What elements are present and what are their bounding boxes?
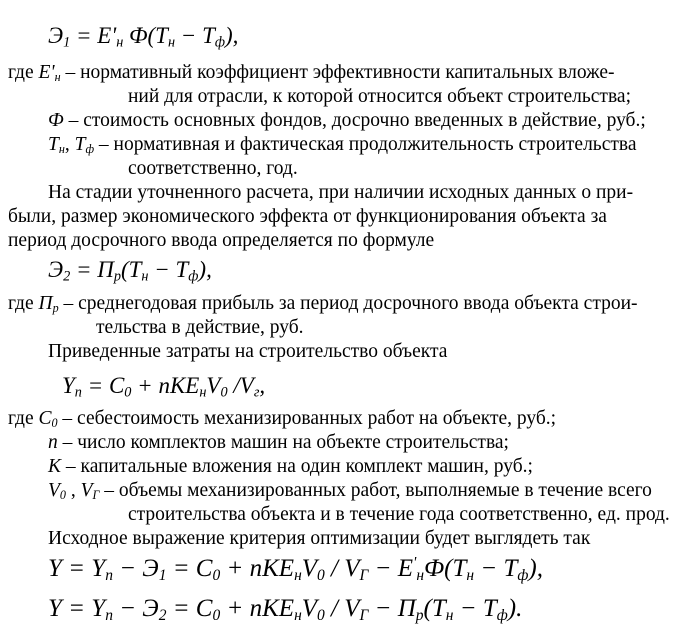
formula-text: + nKE xyxy=(220,595,295,622)
subscript: 0 xyxy=(59,488,66,503)
formula-5 xyxy=(48,595,522,623)
formula-text: = E xyxy=(70,23,112,48)
formula-subscript: п xyxy=(105,566,113,584)
definition-k xyxy=(48,455,533,479)
formula-subscript: н xyxy=(466,566,475,584)
formula-subscript: ф xyxy=(496,606,508,624)
formula-text: − E xyxy=(368,555,413,582)
formula-subscript: н xyxy=(167,34,176,51)
symbol: E' xyxy=(38,62,55,83)
formula-subscript: 2 xyxy=(158,606,167,624)
paragraph-line: Исходное выражение критерия оптимизации будет выглядеть так xyxy=(48,528,591,549)
formula-text: V xyxy=(206,373,221,398)
symbol: П xyxy=(38,293,53,314)
definition-text: – нормативная и фактическая продолжительность строительства xyxy=(94,134,637,155)
symbol: Ф xyxy=(48,110,64,131)
subscript: Г xyxy=(92,488,100,503)
definition-v xyxy=(48,479,652,503)
definition-c0 xyxy=(8,407,556,431)
formula-subscript: 2 xyxy=(63,268,71,285)
definition-phi xyxy=(48,109,646,133)
formula-subscript: 0 xyxy=(212,566,221,584)
formula-subscript: Г xyxy=(359,566,369,584)
definition-text: – нормативный коэффициент эффективности капитальных вложе- xyxy=(60,62,615,83)
where-word: где xyxy=(8,408,39,429)
formula-subscript: н xyxy=(141,268,149,285)
formula-text: − T xyxy=(474,555,518,582)
formula-text: − П xyxy=(368,595,416,622)
formula-subscript: н xyxy=(199,384,207,401)
definition-text: – капитальные вложения на один комплект машин, руб.; xyxy=(61,456,533,477)
formula-subscript: 1 xyxy=(63,34,71,51)
formula-3 xyxy=(62,372,265,400)
formula-text: = C xyxy=(81,373,125,398)
formula-text: = C xyxy=(166,555,213,582)
formula-subscript: 0 xyxy=(124,384,132,401)
separator: , xyxy=(64,134,75,155)
formula-subscript: р xyxy=(415,606,424,624)
where-word: где xyxy=(8,62,39,83)
subscript: ф xyxy=(85,142,95,157)
paragraph-line: На стадии уточненного расчета, при наличии исходных данных о при- xyxy=(48,182,634,203)
formula-text: − T xyxy=(148,257,189,282)
formula-subscript: ф xyxy=(517,566,529,584)
formula-text: − T xyxy=(175,23,215,48)
formula-subscript: н xyxy=(445,606,454,624)
formula-subscript: ф xyxy=(214,34,225,51)
definition-text: – среднегодовая прибыль за период досрочного ввода объекта строи- xyxy=(58,293,638,314)
formula-text: /V xyxy=(227,373,254,398)
formula-text: , xyxy=(259,373,266,398)
formula-subscript: н xyxy=(294,566,302,584)
definition-text: – число комплектов машин на объекте строительства; xyxy=(57,432,509,453)
definition-text: – себестоимость механизированных работ на объекте, руб.; xyxy=(57,408,557,429)
formula-text: ), xyxy=(198,257,212,282)
formula-subscript: 0 xyxy=(317,566,325,584)
formula-symbol: Y xyxy=(62,373,75,398)
formula-text: Y = Y xyxy=(48,595,106,622)
formula-symbol: Э xyxy=(48,257,64,282)
formula-text: Y = Y xyxy=(48,555,106,582)
definition-continuation: тельства в действие, руб. xyxy=(96,317,304,338)
formula-text: (T xyxy=(120,257,142,282)
definition-n xyxy=(48,431,509,455)
formula-4 xyxy=(48,555,543,583)
subscript: н xyxy=(54,70,61,85)
symbol: C xyxy=(38,408,52,429)
formula-superscript: ' xyxy=(413,554,417,572)
symbol: V xyxy=(48,480,60,501)
formula-subscript: п xyxy=(74,384,82,401)
subscript: р xyxy=(52,301,59,316)
formula-text: − Э xyxy=(112,595,159,622)
formula-text: Ф(T xyxy=(424,555,467,582)
symbol: V xyxy=(80,480,93,501)
formula-subscript: п xyxy=(105,606,113,624)
symbol: n xyxy=(48,432,58,453)
subscript: н xyxy=(58,142,65,157)
definition-t xyxy=(48,133,636,157)
formula-subscript: 0 xyxy=(317,606,325,624)
formula-text: ), xyxy=(224,23,239,48)
formula-subscript: н xyxy=(294,606,302,624)
formula-subscript: н xyxy=(416,566,425,584)
definition-continuation: соответственно, год. xyxy=(128,158,298,179)
formula-text: ). xyxy=(507,595,523,622)
formula-subscript: н xyxy=(116,34,124,51)
where-word: где xyxy=(8,293,39,314)
definition-continuation: ний для отрасли, к которой относится объект строительства; xyxy=(128,86,631,107)
formula-text: + nKE xyxy=(220,555,295,582)
definition-continuation: строительства объекта и в течение года соответственно, ед. прод. xyxy=(128,504,670,525)
formula-symbol: Э xyxy=(48,23,64,48)
formula-1 xyxy=(48,22,238,50)
paragraph-line: период досрочного ввода определяется по формуле xyxy=(8,230,435,251)
formula-text: − T xyxy=(453,595,497,622)
formula-subscript: 0 xyxy=(212,606,221,624)
formula-text: + nKE xyxy=(131,373,200,398)
formula-prime: ' xyxy=(111,23,117,48)
definition-text: – стоимость основных фондов, досрочно введенных в действие, руб.; xyxy=(63,110,646,131)
formula-text: ), xyxy=(528,555,543,582)
formula-subscript: 1 xyxy=(158,566,167,584)
formula-text: V xyxy=(301,555,318,582)
paragraph-line: Приведенные затраты на строительство объекта xyxy=(48,341,448,362)
formula-2 xyxy=(48,256,212,284)
separator: , xyxy=(65,480,81,501)
formula-text: V xyxy=(301,595,318,622)
formula-text: / V xyxy=(324,595,360,622)
symbol: T xyxy=(48,134,59,155)
formula-text: Ф(T xyxy=(123,23,168,48)
subscript: 0 xyxy=(51,416,58,431)
formula-text: = П xyxy=(70,257,114,282)
formula-text: (T xyxy=(423,595,446,622)
symbol: K xyxy=(48,456,62,477)
formula-subscript: 0 xyxy=(220,384,228,401)
formula-subscript: г xyxy=(253,384,260,401)
formula-subscript: Г xyxy=(359,606,369,624)
paragraph-line: были, размер экономического эффекта от функционирования объекта за xyxy=(8,206,607,227)
definition-text: – объемы механизированных работ, выполняемые в течение всего xyxy=(99,480,652,501)
formula-text: = C xyxy=(166,595,213,622)
symbol: T xyxy=(74,134,86,155)
definition-p xyxy=(8,292,638,316)
formula-text: / V xyxy=(324,555,360,582)
definition-e-n xyxy=(8,61,688,85)
formula-subscript: р xyxy=(113,268,121,285)
formula-text: − Э xyxy=(112,555,159,582)
formula-subscript: ф xyxy=(188,268,199,285)
